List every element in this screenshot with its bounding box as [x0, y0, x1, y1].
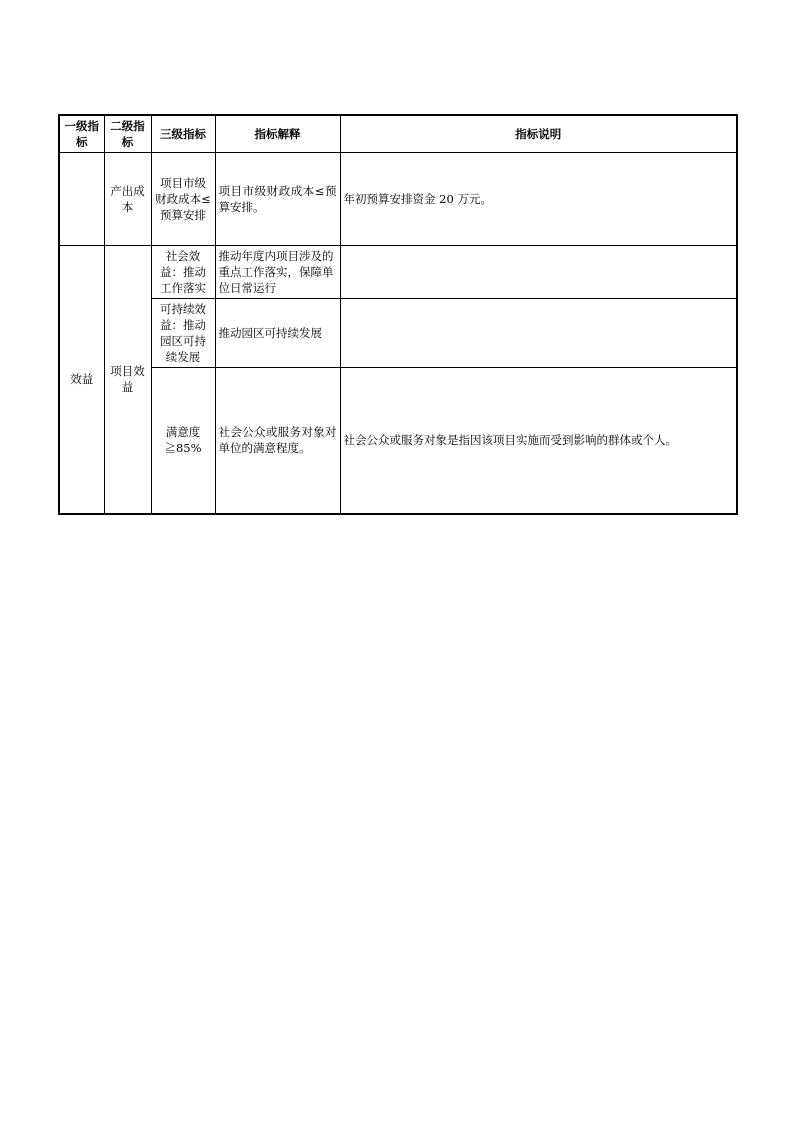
header-explanation: 指标解释 — [215, 115, 340, 153]
cell-level3: 社会效益：推动工作落实 — [151, 246, 215, 299]
header-level3: 三级指标 — [151, 115, 215, 153]
cell-explanation: 社会公众或服务对象对单位的满意程度。 — [215, 368, 340, 514]
cell-explanation: 推动园区可持续发展 — [215, 299, 340, 368]
cell-note — [340, 246, 737, 299]
cell-level3: 项目市级财政成本≤预算安排 — [151, 153, 215, 246]
cell-level1 — [59, 153, 104, 246]
header-note: 指标说明 — [340, 115, 737, 153]
cell-level1: 效益 — [59, 246, 104, 514]
header-level2: 二级指标 — [104, 115, 151, 153]
table-row — [59, 153, 737, 246]
cell-note: 年初预算安排资金 20 万元。 — [340, 153, 737, 246]
table-row — [59, 299, 737, 368]
table-row — [59, 368, 737, 514]
cell-explanation: 项目市级财政成本≤预算安排。 — [215, 153, 340, 246]
cell-level3: 可持续效益：推动园区可持续发展 — [151, 299, 215, 368]
cell-note: 社会公众或服务对象是指因该项目实施而受到影响的群体或个人。 — [340, 368, 737, 514]
cell-note — [340, 299, 737, 368]
cell-level3: 满意度≧85% — [151, 368, 215, 514]
cell-level2: 项目效益 — [104, 246, 151, 514]
header-level1: 一级指标 — [59, 115, 104, 153]
indicator-table — [58, 114, 738, 515]
cell-explanation: 推动年度内项目涉及的重点工作落实，保障单位日常运行 — [215, 246, 340, 299]
table-row — [59, 246, 737, 299]
table-header-row — [59, 115, 737, 153]
cell-level2: 产出成本 — [104, 153, 151, 246]
